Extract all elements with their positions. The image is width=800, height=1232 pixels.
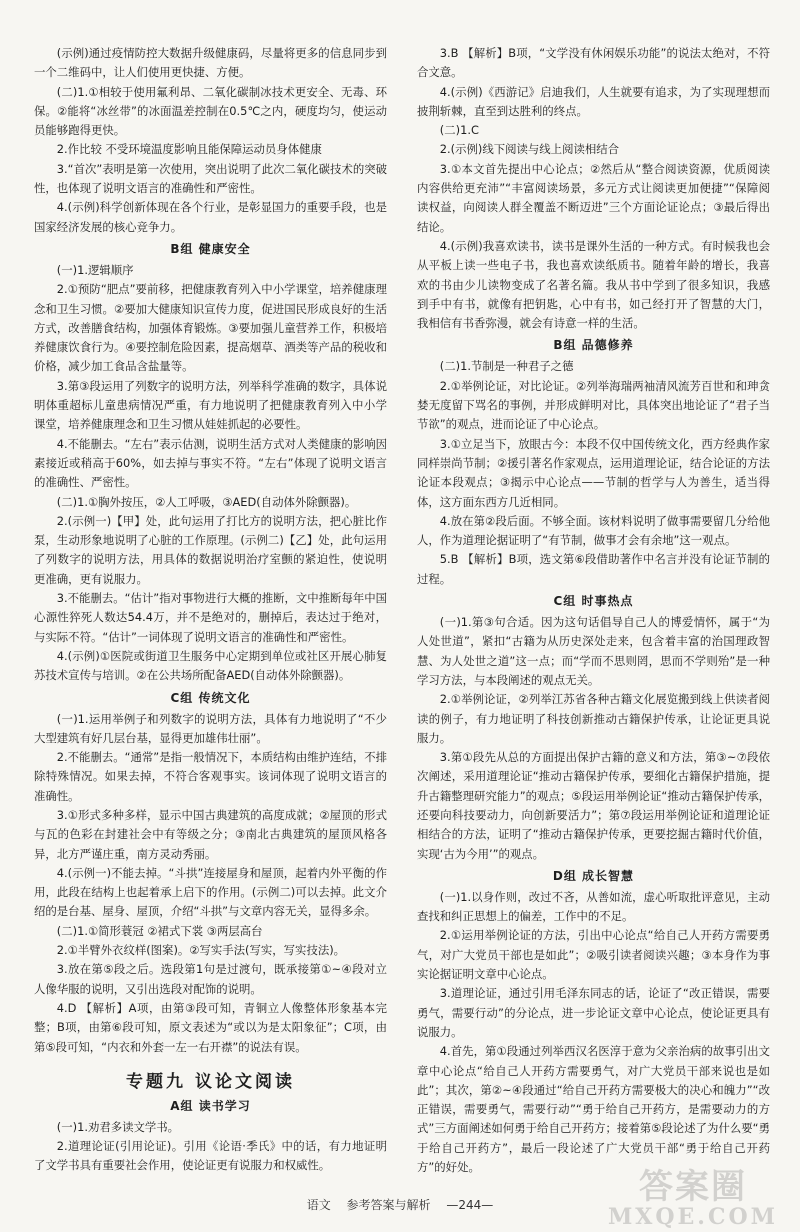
paragraph: 5.B 【解析】B项，选文第⑥段借助著作中名言并没有论证节制的过程。 [417, 552, 770, 586]
paragraph: 3.“首次”表明是第一次使用，突出说明了此次二氧化碳技术的突破性，也体现了说明文语言的准确性和严密性。 [34, 161, 387, 196]
paragraph: 4.(示例)科学创新体现在各个行业，是彰显国力的重要手段，也是国家经济发展的核心竞争力。 [34, 200, 387, 234]
section-heading-b-health: B组 健康安全 [170, 241, 251, 256]
section-heading-c-current-events: C组 时事热点 [553, 594, 634, 609]
page-number: —244— [446, 1198, 494, 1212]
two-column-body [34, 44, 770, 1174]
watermark-logo [607, 1167, 778, 1232]
paragraph: 2.①预防“肥点”要前移，把健康教育列入中小学课堂，培养健康理念和卫生习惯。②要加大健康知识宣传力度，促进国民形成良好的生活方式，改善膳食结构，加强体育锻炼。③要加强儿童营养工作，积极培养健康饮食行为。④要控制危险因素，提高烟草、酒类等产品的税收和价格，减少加工食品含盐量等。 [34, 282, 387, 374]
left-column [34, 44, 387, 1174]
paragraph: 2.①半臂外衣纹样(图案)。②写实手法(写实，写实技法)。 [56, 943, 346, 958]
paragraph: (一)1.运用举例子和列数字的说明方法，具体有力地说明了“不少大型建筑有好几层台基，显得更加雄伟壮丽”。 [34, 711, 387, 745]
paragraph: 3.①形式多种多样，显示中国古典建筑的高度成就；②屋顶的形式与瓦的色彩在封建社会中有等级之分；③南北古典建筑的屋顶风格各异，北方严谨庄重，南方灵动秀丽。 [34, 807, 387, 861]
right-column [417, 44, 770, 1174]
paragraph: 2.①举例论证，对比论证。②列举海瑞两袖清风流芳百世和和珅贪婪无度留下骂名的事例，并形成鲜明对比，具体突出地论证了“君子当节欲”的观点，进而论证了中心论点。 [417, 378, 770, 432]
paragraph: 2.道理论证(引用论证)。引用《论语·季氏》中的话，有力地证明了文学书具有重要社会作用，使论证更有说服力和权威性。 [34, 1139, 387, 1173]
footer-subject: 语文 [306, 1198, 331, 1212]
footer-title: 参考答案与解析 [346, 1198, 431, 1212]
paragraph: (二)1.①相较于使用氟利昂、二氧化碳制冰技术更安全、无毒、环保。②能将“冰丝带”的冰面温差控制在0.5℃之内，硬度均匀，使运动员能够跑得更快。 [34, 84, 387, 138]
chapter-title: 专题九 议论文阅读 [126, 1071, 295, 1092]
paragraph: 3.道理论证，通过引用毛泽东同志的话，论证了“改正错误，需要勇气，需要行动”的分论点，进一步论证文章中心论点，使论证更具有说服力。 [417, 986, 770, 1039]
paragraph: 2.(示例)线下阅读与线上阅读相结合 [439, 142, 620, 157]
paragraph: (一)1.以身作则，改过不吝，从善如流，虚心听取批评意见，主动查找和纠正思想上的偏差，工作中的不足。 [417, 889, 770, 924]
paragraph: 4.(示例)《西游记》启迪我们，人生就要有追求，为了实现理想而披荆斩棘，直至到达胜利的终点。 [417, 84, 770, 118]
paragraph: 4.(示例一)不能去掉。“斗拱”连接屋身和屋顶，起着内外平衡的作用，此段在结构上也起着承上启下的作用。(示例二)可以去掉。此文介绍的是台基、屋身、屋顶，介绍“斗拱”与文章内容无关，显得多余。 [34, 865, 387, 919]
paragraph: 4.(示例)①医院或街道卫生服务中心定期到单位或社区开展心肺复苏技术宣传与培训。②在公共场所配备AED(自动体外除颤器)。 [34, 648, 387, 683]
paragraph: (一)1.劝君多读文学书。 [56, 1119, 180, 1134]
paragraph: 3.①立足当下，放眼古今：本段不仅中国传统文化，西方经典作家同样崇尚节制；②援引著名作家观点，运用道理论证，结合论证的方法论证本段观点；③揭示中心论点——节制的哲学与人为善生，适当得体，这方面东西方几近相同。 [417, 436, 770, 509]
paragraph: 3.不能删去。“估计”指对事物进行大概的推断，文中推断每年中国心源性猝死人数达54.4万，并不是绝对的，删掉后，表达过于绝对，与实际不符。“估计”一词体现了说明文语言的准确性和严密性。 [34, 591, 387, 644]
section-heading-c-culture: C组 传统文化 [170, 690, 251, 705]
paragraph: 3.放在第⑤段之后。选段第1句是过渡句，既承接第①~④段对立人像华服的说明，又引出选段对配饰的说明。 [34, 962, 387, 996]
paragraph: (二)1.C [439, 123, 479, 138]
paragraph: 3.第①段先从总的方面提出保护古籍的意义和方法，第③~⑦段依次阐述，采用道理论证“推动古籍保护传承，要细化古籍保护措施，提升古籍整理研究能力”的观点；⑤段运用举例论证“推动古籍保护传承，还要向科技要动力，向创新要活力”；第⑦段运用举例论证和道理论证相结合的方法，证明了“推动古籍保护传承，更要挖掘古籍时代价值，实现‘古为今用’”的观点。 [417, 750, 770, 861]
paragraph: 3.B 【解析】B项，“文学没有休闲娱乐功能”的说法太绝对，不符合文意。 [417, 46, 770, 80]
paragraph: (示例)通过疫情防控大数据升级健康码，尽量将更多的信息同步到一个二维码中，让人们使用更快捷、方便。 [34, 46, 387, 80]
paragraph: (一)1.逻辑顺序 [56, 262, 134, 277]
paragraph: 4.首先，第①段通过列举西汉名医淳于意为父亲治病的故事引出文章中心论点“给自己人开药方需要勇气，对广大党员干部来说也是如此”；其次，第②~④段通过“给自己开药方需要极大的决心和魄力”“改正错误，需要勇气，需要行动”“勇于给自己开药方，是需要动力的方式”三方面阐述如何勇于给自己开药方；接着第⑤段论述了为什么要“勇于给自己开药方”，最后一段论述了广大党员干部“勇于给自己开药方”的好处。 [417, 1044, 770, 1174]
section-heading-a-reading: A组 读书学习 [170, 1098, 251, 1113]
paragraph: (二)1.①简形蓑冠 ②裙式下裳 ③两层高台 [56, 923, 263, 938]
paragraph: 3.第③段运用了列数字的说明方法，列举科学准确的数字，具体说明体重超标儿童患病情况严重，有力地说明了把健康教育列入中小学课堂，培养健康理念和卫生习惯从娃娃抓起的必要性。 [34, 378, 387, 432]
paragraph: 3.①本文首先提出中心论点；②然后从“整合阅读资源，优质阅读内容供给更充沛”“丰富阅读场景，多元方式让阅读更加便捷”“保障阅读权益，向阅读人群全覆盖不断迈进”三个方面论证论点；③最后得出结论。 [417, 161, 770, 234]
paragraph: (二)1.节制是一种君子之德 [439, 359, 574, 374]
paragraph: (二)1.①胸外按压，②人工呼吸，③AED(自动体外除颤器)。 [56, 494, 357, 509]
paragraph: 2.作比较 不受环境温度影响且能保障运动员身体健康 [56, 142, 322, 157]
paragraph: 2.①举例论证，②列举江苏省各种古籍文化展览搬到线上供读者阅读的例子，有力地证明了科技创新推动古籍保护传承，让论证更具说服力。 [417, 692, 770, 745]
paragraph: 4.不能删去。“左右”表示估测，说明生活方式对人类健康的影响因素接近或稍高于60%，如去掉与事实不符。“左右”体现了说明文语言的准确性、严密性。 [34, 436, 387, 490]
paragraph: (一)1.第③句合适。因为这句话倡导自己人的博爱情怀，属于“为人处世道”，紧扣“古籍为从历史深处走来，包含着丰富的治国理政智慧、为人处世之道”这一点；而“学而不思则罔，思而不学则殆”是一种学习方法，与本段阐述的观点无关。 [417, 615, 770, 687]
paragraph: 4.(示例)我喜欢读书，读书是课外生活的一种方式。有时候我也会从平板上读一些电子书，我也喜欢读纸质书。随着年龄的增长，我喜欢的书由少儿读物变成了名著名篇。我从书中学到了很多知识，我感到手中有书，就像有把钥匙，心中有书，如己经打开了智慧的大门，我相信有书香弥漫，就会有诗意一样的生活。 [417, 238, 770, 331]
paragraph: 2.不能删去。“通常”是指一般情况下，本质结构由维护连结，不排除特殊情况。如果去掉，不符合客观事实。该词体现了说明文语言的准确性。 [34, 750, 387, 803]
watermark-line1: 答案圈 [638, 1167, 747, 1207]
paragraph: 4.D 【解析】A项，由第③段可知，青铜立人像整体形象基本完整；B项，由第⑥段可知，原文表述为“或以为是太阳象征”；C项，由第⑤段可知，“内衣和外套一左一右开襟”的说法有误。 [34, 1000, 387, 1054]
paragraph: 2.①运用举例论证的方法，引出中心论点“给自己人开药方需要勇气，对广大党员干部也是如此”；②吸引读者阅读兴趣；③本身作为事实论据证明文章中心论点。 [417, 928, 770, 982]
section-heading-d-growth: D组 成长智慧 [552, 868, 635, 883]
paragraph: 2.(示例一)【甲】处，此句运用了打比方的说明方法，把心脏比作泵，生动形象地说明了心脏的工作原理。(示例二)【乙】处，此句运用了列数字的说明方法，用具体的数据说明治疗室颤的紧迫性，使说明更准确，更有说服力。 [34, 513, 387, 586]
watermark-line2: MXQE.COM [607, 1204, 778, 1230]
paragraph: 4.放在第②段后面。不够全面。该材料说明了做事需要留几分给他人，作为道理论据证明了“有节制，做事才会有余地”这一观点。 [417, 513, 770, 548]
section-heading-b-virtue: B组 品德修养 [553, 338, 634, 353]
